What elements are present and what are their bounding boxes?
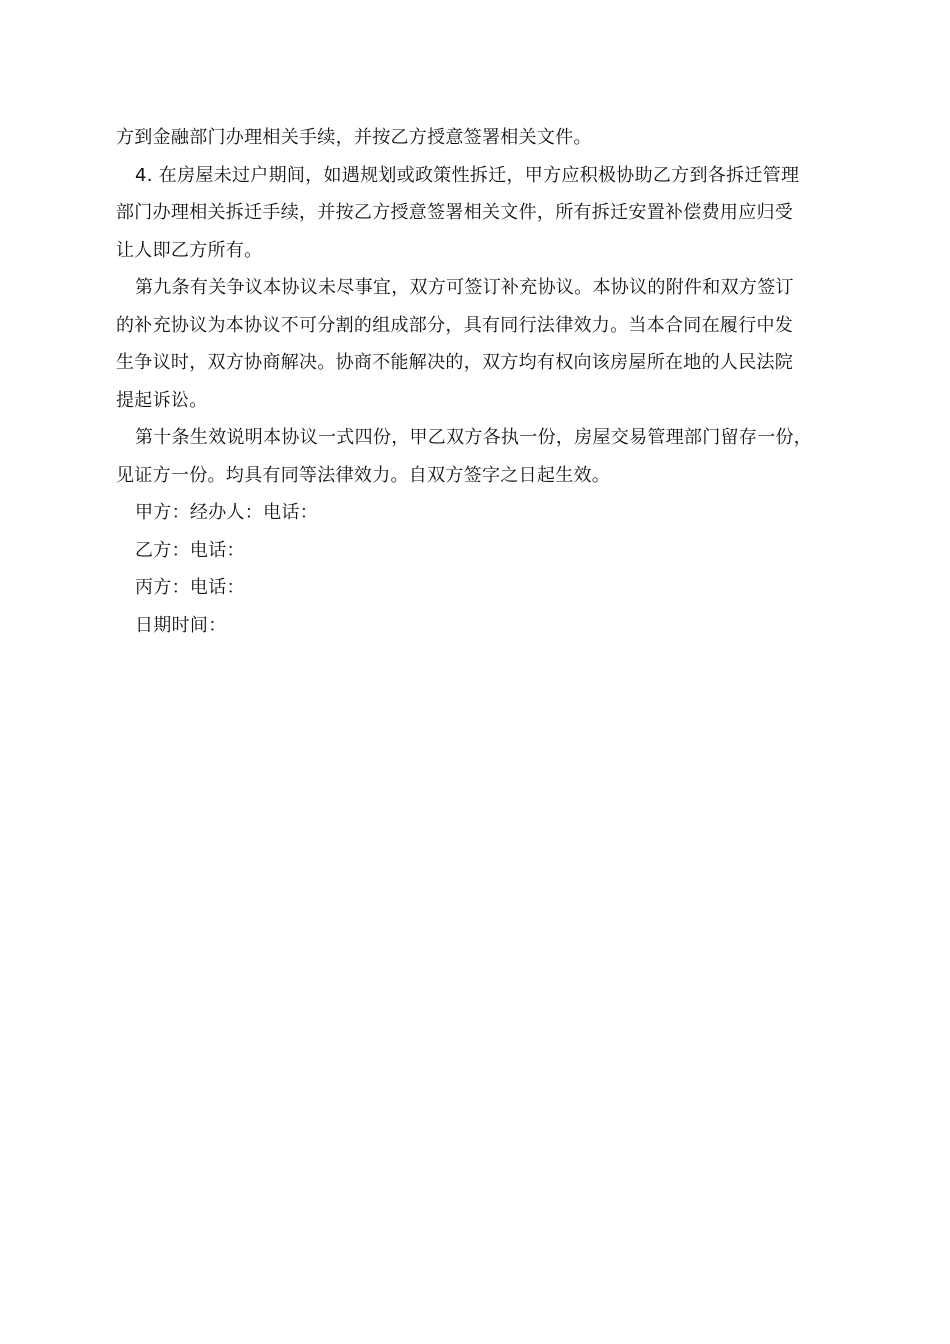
- text-line: 方到金融部门办理相关手续，并按乙方授意签署相关文件。: [116, 127, 592, 148]
- text-line: 第十条生效说明本协议一式四份，甲乙双方各执一份，房屋交易管理部门留存一份，: [135, 427, 813, 448]
- text-line: 部门办理相关拆迁手续，并按乙方授意签署相关文件，所有拆迁安置补偿费用应归受: [116, 202, 794, 223]
- signature-party-b: 乙方：电话：: [135, 539, 245, 561]
- text-line: 生争议时，双方协商解决。协商不能解决的，双方均有权向该房屋所在地的人民法院: [116, 352, 794, 373]
- text-line: 让人即乙方所有。: [116, 239, 263, 261]
- text-line: 提起诉讼。: [116, 389, 208, 411]
- text-line: 见证方一份。均具有同等法律效力。自双方签字之日起生效。: [116, 464, 611, 486]
- text-line: 4. 在房屋未过户期间，如遇规划或政策性拆迁，甲方应积极协助乙方到各拆迁管理: [135, 164, 800, 186]
- document-body: [116, 124, 846, 649]
- signature-party-c: 丙方：电话：: [135, 577, 245, 598]
- text-line: 的补充协议为本协议不可分割的组成部分，具有同行法律效力。当本合同在履行中发: [116, 314, 794, 336]
- text-line: 第九条有关争议本协议未尽事宜，双方可签订补充协议。本协议的附件和双方签订: [135, 277, 794, 298]
- signature-party-a: 甲方：经办人：电话：: [135, 502, 318, 523]
- date-line: 日期时间：: [135, 614, 227, 636]
